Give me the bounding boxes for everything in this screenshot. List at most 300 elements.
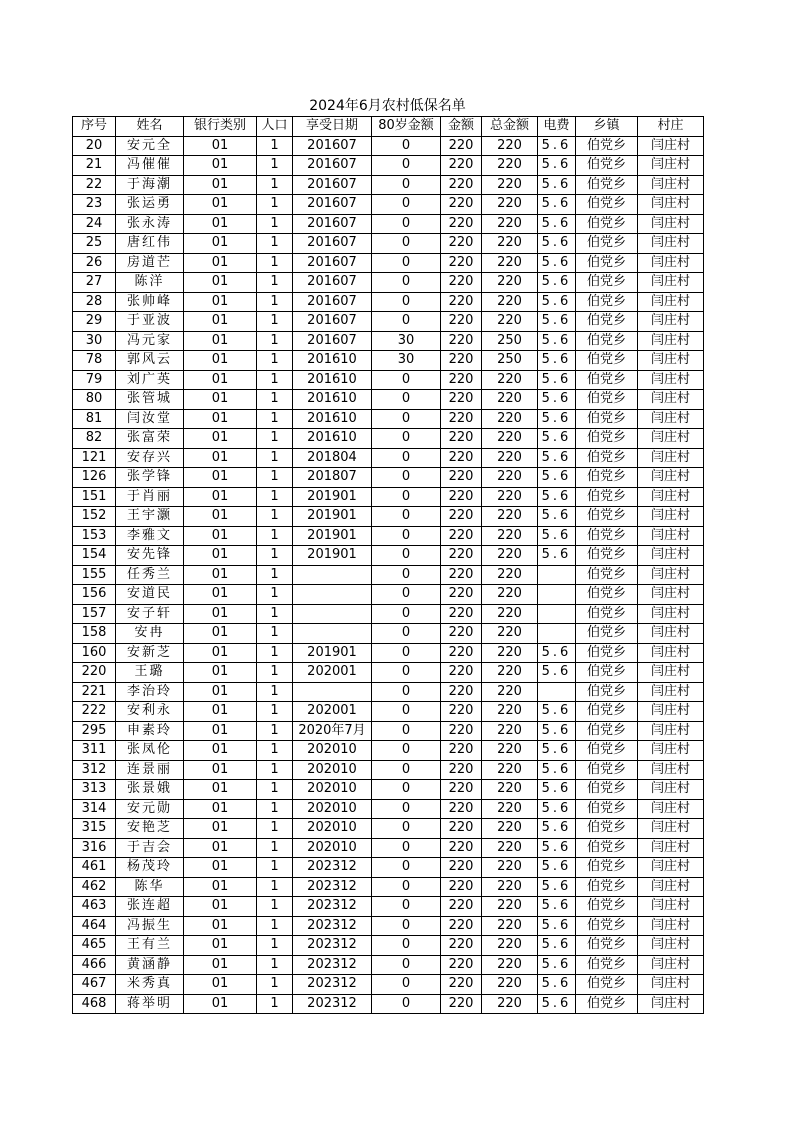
- cell-serial: 465: [73, 936, 116, 956]
- cell-village: 闫庄村: [638, 877, 704, 897]
- cell-total-amount: 220: [482, 409, 538, 429]
- cell-bank-type: 01: [184, 526, 257, 546]
- cell-start-date: 201807: [293, 468, 372, 488]
- cell-name: 安道民: [116, 585, 184, 605]
- cell-serial: 24: [73, 214, 116, 234]
- cell-amount: 220: [441, 156, 482, 176]
- cell-village: 闫庄村: [638, 331, 704, 351]
- cell-township: 伯党乡: [576, 936, 638, 956]
- cell-township: 伯党乡: [576, 702, 638, 722]
- cell-name: 张管城: [116, 390, 184, 410]
- cell-total-amount: 220: [482, 760, 538, 780]
- cell-township: 伯党乡: [576, 897, 638, 917]
- cell-population: 1: [257, 370, 293, 390]
- cell-village: 闫庄村: [638, 487, 704, 507]
- cell-name: 郭风云: [116, 351, 184, 371]
- cell-bank-type: 01: [184, 370, 257, 390]
- cell-amount: 220: [441, 565, 482, 585]
- cell-amount: 220: [441, 780, 482, 800]
- cell-start-date: [293, 565, 372, 585]
- cell-serial: 27: [73, 273, 116, 293]
- cell-age80-amount: 0: [372, 273, 441, 293]
- cell-village: 闫庄村: [638, 312, 704, 332]
- cell-name: 张凤伦: [116, 741, 184, 761]
- table-row: [73, 175, 704, 195]
- cell-name: 李治玲: [116, 682, 184, 702]
- cell-start-date: [293, 585, 372, 605]
- cell-amount: 220: [441, 994, 482, 1014]
- cell-total-amount: 220: [482, 682, 538, 702]
- cell-serial: 153: [73, 526, 116, 546]
- cell-serial: 151: [73, 487, 116, 507]
- header-name: 姓名: [116, 117, 184, 137]
- cell-age80-amount: 0: [372, 253, 441, 273]
- cell-total-amount: 220: [482, 780, 538, 800]
- header-age80-amount: 80岁金额: [372, 117, 441, 137]
- table-row: [73, 468, 704, 488]
- cell-serial: 78: [73, 351, 116, 371]
- table-row: [73, 370, 704, 390]
- table-row: [73, 156, 704, 176]
- cell-age80-amount: 0: [372, 682, 441, 702]
- cell-serial: 468: [73, 994, 116, 1014]
- cell-serial: 80: [73, 390, 116, 410]
- cell-township: 伯党乡: [576, 253, 638, 273]
- table-row: [73, 663, 704, 683]
- cell-electricity: 5.6: [538, 643, 576, 663]
- cell-electricity: 5.6: [538, 760, 576, 780]
- cell-start-date: 201610: [293, 370, 372, 390]
- cell-electricity: [538, 585, 576, 605]
- cell-electricity: 5.6: [538, 390, 576, 410]
- cell-total-amount: 220: [482, 214, 538, 234]
- cell-name: 安冉: [116, 624, 184, 644]
- cell-name: 米秀真: [116, 975, 184, 995]
- cell-township: 伯党乡: [576, 955, 638, 975]
- cell-population: 1: [257, 663, 293, 683]
- cell-start-date: 202312: [293, 936, 372, 956]
- cell-bank-type: 01: [184, 331, 257, 351]
- cell-village: 闫庄村: [638, 916, 704, 936]
- cell-age80-amount: 30: [372, 351, 441, 371]
- cell-name: 安存兴: [116, 448, 184, 468]
- cell-total-amount: 220: [482, 994, 538, 1014]
- cell-bank-type: 01: [184, 975, 257, 995]
- cell-township: 伯党乡: [576, 429, 638, 449]
- cell-total-amount: 250: [482, 331, 538, 351]
- cell-name: 王宇灏: [116, 507, 184, 527]
- cell-bank-type: 01: [184, 819, 257, 839]
- cell-age80-amount: 0: [372, 195, 441, 215]
- cell-name: 张帅峰: [116, 292, 184, 312]
- cell-township: 伯党乡: [576, 838, 638, 858]
- cell-age80-amount: 0: [372, 916, 441, 936]
- cell-total-amount: 220: [482, 663, 538, 683]
- cell-village: 闫庄村: [638, 175, 704, 195]
- cell-village: 闫庄村: [638, 682, 704, 702]
- cell-name: 冯元家: [116, 331, 184, 351]
- cell-total-amount: 220: [482, 897, 538, 917]
- table-row: [73, 936, 704, 956]
- cell-population: 1: [257, 604, 293, 624]
- cell-start-date: 202010: [293, 819, 372, 839]
- cell-population: 1: [257, 624, 293, 644]
- cell-start-date: 201607: [293, 273, 372, 293]
- cell-start-date: 202001: [293, 663, 372, 683]
- cell-village: 闫庄村: [638, 526, 704, 546]
- cell-amount: 220: [441, 370, 482, 390]
- cell-total-amount: 220: [482, 799, 538, 819]
- document-title: 2024年6月农村低保名单: [309, 98, 466, 114]
- table-row: [73, 565, 704, 585]
- table-row: [73, 331, 704, 351]
- cell-name: 任秀兰: [116, 565, 184, 585]
- cell-bank-type: 01: [184, 429, 257, 449]
- cell-township: 伯党乡: [576, 741, 638, 761]
- cell-population: 1: [257, 897, 293, 917]
- cell-bank-type: 01: [184, 877, 257, 897]
- cell-serial: 312: [73, 760, 116, 780]
- table-row: [73, 409, 704, 429]
- cell-electricity: 5.6: [538, 916, 576, 936]
- cell-start-date: [293, 624, 372, 644]
- cell-village: 闫庄村: [638, 858, 704, 878]
- cell-serial: 467: [73, 975, 116, 995]
- cell-population: 1: [257, 390, 293, 410]
- cell-bank-type: 01: [184, 682, 257, 702]
- cell-population: 1: [257, 760, 293, 780]
- cell-electricity: 5.6: [538, 312, 576, 332]
- cell-population: 1: [257, 253, 293, 273]
- cell-bank-type: 01: [184, 955, 257, 975]
- cell-township: 伯党乡: [576, 565, 638, 585]
- cell-serial: 466: [73, 955, 116, 975]
- cell-electricity: 5.6: [538, 702, 576, 722]
- cell-amount: 220: [441, 273, 482, 293]
- table-row: [73, 780, 704, 800]
- cell-serial: 461: [73, 858, 116, 878]
- cell-total-amount: 220: [482, 975, 538, 995]
- cell-age80-amount: 0: [372, 136, 441, 156]
- table-row: [73, 292, 704, 312]
- cell-amount: 220: [441, 975, 482, 995]
- cell-village: 闫庄村: [638, 799, 704, 819]
- cell-start-date: 201901: [293, 643, 372, 663]
- cell-amount: 220: [441, 643, 482, 663]
- cell-start-date: 202010: [293, 838, 372, 858]
- cell-start-date: 201901: [293, 507, 372, 527]
- table-row: [73, 741, 704, 761]
- table-row: [73, 624, 704, 644]
- cell-serial: 121: [73, 448, 116, 468]
- cell-start-date: 201607: [293, 195, 372, 215]
- cell-start-date: 201901: [293, 487, 372, 507]
- cell-bank-type: 01: [184, 253, 257, 273]
- cell-serial: 220: [73, 663, 116, 683]
- cell-bank-type: 01: [184, 897, 257, 917]
- header-bank-type: 银行类别: [184, 117, 257, 137]
- cell-township: 伯党乡: [576, 975, 638, 995]
- cell-village: 闫庄村: [638, 760, 704, 780]
- cell-start-date: 202010: [293, 799, 372, 819]
- cell-population: 1: [257, 858, 293, 878]
- cell-serial: 157: [73, 604, 116, 624]
- cell-village: 闫庄村: [638, 936, 704, 956]
- cell-bank-type: 01: [184, 409, 257, 429]
- cell-age80-amount: 0: [372, 214, 441, 234]
- cell-village: 闫庄村: [638, 838, 704, 858]
- cell-name: 王有兰: [116, 936, 184, 956]
- cell-total-amount: 220: [482, 546, 538, 566]
- cell-age80-amount: 0: [372, 838, 441, 858]
- cell-total-amount: 220: [482, 721, 538, 741]
- cell-population: 1: [257, 292, 293, 312]
- cell-bank-type: 01: [184, 234, 257, 254]
- cell-amount: 220: [441, 390, 482, 410]
- cell-township: 伯党乡: [576, 273, 638, 293]
- cell-population: 1: [257, 975, 293, 995]
- cell-start-date: 201607: [293, 234, 372, 254]
- cell-electricity: 5.6: [538, 780, 576, 800]
- cell-amount: 220: [441, 409, 482, 429]
- cell-total-amount: 220: [482, 390, 538, 410]
- cell-township: 伯党乡: [576, 409, 638, 429]
- cell-amount: 220: [441, 858, 482, 878]
- cell-serial: 462: [73, 877, 116, 897]
- table-row: [73, 487, 704, 507]
- cell-name: 房道芒: [116, 253, 184, 273]
- cell-start-date: 202312: [293, 994, 372, 1014]
- table-row: [73, 838, 704, 858]
- cell-name: 张永涛: [116, 214, 184, 234]
- cell-electricity: 5.6: [538, 975, 576, 995]
- cell-amount: 220: [441, 663, 482, 683]
- cell-village: 闫庄村: [638, 156, 704, 176]
- cell-age80-amount: 0: [372, 780, 441, 800]
- cell-village: 闫庄村: [638, 975, 704, 995]
- cell-total-amount: 220: [482, 195, 538, 215]
- cell-total-amount: 220: [482, 838, 538, 858]
- cell-start-date: 202001: [293, 702, 372, 722]
- cell-serial: 222: [73, 702, 116, 722]
- cell-amount: 220: [441, 955, 482, 975]
- cell-electricity: 5.6: [538, 175, 576, 195]
- cell-population: 1: [257, 936, 293, 956]
- cell-village: 闫庄村: [638, 643, 704, 663]
- cell-age80-amount: 0: [372, 546, 441, 566]
- cell-bank-type: 01: [184, 292, 257, 312]
- cell-age80-amount: 0: [372, 409, 441, 429]
- cell-name: 冯振生: [116, 916, 184, 936]
- cell-amount: 220: [441, 838, 482, 858]
- cell-village: 闫庄村: [638, 585, 704, 605]
- table-row: [73, 819, 704, 839]
- cell-total-amount: 220: [482, 741, 538, 761]
- cell-electricity: 5.6: [538, 409, 576, 429]
- cell-total-amount: 220: [482, 370, 538, 390]
- cell-bank-type: 01: [184, 195, 257, 215]
- table-body: [73, 136, 704, 1014]
- cell-start-date: 202312: [293, 955, 372, 975]
- cell-amount: 220: [441, 721, 482, 741]
- cell-serial: 154: [73, 546, 116, 566]
- cell-village: 闫庄村: [638, 955, 704, 975]
- cell-electricity: 5.6: [538, 741, 576, 761]
- cell-start-date: 201901: [293, 546, 372, 566]
- cell-amount: 220: [441, 799, 482, 819]
- cell-electricity: 5.6: [538, 429, 576, 449]
- cell-age80-amount: 0: [372, 234, 441, 254]
- header-electricity: 电费: [538, 117, 576, 137]
- cell-name: 冯催催: [116, 156, 184, 176]
- cell-total-amount: 220: [482, 585, 538, 605]
- cell-age80-amount: 0: [372, 468, 441, 488]
- cell-amount: 220: [441, 468, 482, 488]
- cell-total-amount: 250: [482, 351, 538, 371]
- cell-amount: 220: [441, 195, 482, 215]
- cell-age80-amount: 0: [372, 877, 441, 897]
- table-row: [73, 975, 704, 995]
- cell-age80-amount: 0: [372, 721, 441, 741]
- cell-electricity: 5.6: [538, 858, 576, 878]
- cell-serial: 156: [73, 585, 116, 605]
- cell-bank-type: 01: [184, 546, 257, 566]
- cell-township: 伯党乡: [576, 331, 638, 351]
- cell-amount: 220: [441, 819, 482, 839]
- cell-bank-type: 01: [184, 136, 257, 156]
- cell-bank-type: 01: [184, 624, 257, 644]
- cell-total-amount: 220: [482, 292, 538, 312]
- cell-name: 闫汝堂: [116, 409, 184, 429]
- table-row: [73, 916, 704, 936]
- cell-township: 伯党乡: [576, 585, 638, 605]
- cell-total-amount: 220: [482, 253, 538, 273]
- cell-name: 黄涵静: [116, 955, 184, 975]
- cell-village: 闫庄村: [638, 370, 704, 390]
- header-population: 人口: [257, 117, 293, 137]
- cell-age80-amount: 0: [372, 936, 441, 956]
- cell-age80-amount: 0: [372, 858, 441, 878]
- cell-bank-type: 01: [184, 585, 257, 605]
- cell-population: 1: [257, 682, 293, 702]
- cell-bank-type: 01: [184, 780, 257, 800]
- cell-serial: 316: [73, 838, 116, 858]
- cell-population: 1: [257, 526, 293, 546]
- cell-bank-type: 01: [184, 604, 257, 624]
- cell-township: 伯党乡: [576, 643, 638, 663]
- cell-start-date: 201610: [293, 351, 372, 371]
- cell-bank-type: 01: [184, 994, 257, 1014]
- cell-serial: 29: [73, 312, 116, 332]
- cell-township: 伯党乡: [576, 487, 638, 507]
- cell-village: 闫庄村: [638, 409, 704, 429]
- cell-population: 1: [257, 643, 293, 663]
- cell-total-amount: 220: [482, 487, 538, 507]
- cell-total-amount: 220: [482, 526, 538, 546]
- cell-electricity: 5.6: [538, 936, 576, 956]
- cell-serial: 160: [73, 643, 116, 663]
- cell-electricity: 5.6: [538, 526, 576, 546]
- cell-amount: 220: [441, 877, 482, 897]
- cell-village: 闫庄村: [638, 429, 704, 449]
- cell-total-amount: 220: [482, 156, 538, 176]
- cell-population: 1: [257, 175, 293, 195]
- cell-age80-amount: 0: [372, 994, 441, 1014]
- cell-start-date: 202312: [293, 877, 372, 897]
- cell-village: 闫庄村: [638, 546, 704, 566]
- cell-name: 安利永: [116, 702, 184, 722]
- cell-age80-amount: 0: [372, 955, 441, 975]
- cell-total-amount: 220: [482, 819, 538, 839]
- table-row: [73, 351, 704, 371]
- cell-total-amount: 220: [482, 136, 538, 156]
- cell-age80-amount: 30: [372, 331, 441, 351]
- cell-population: 1: [257, 585, 293, 605]
- cell-township: 伯党乡: [576, 994, 638, 1014]
- cell-bank-type: 01: [184, 702, 257, 722]
- cell-population: 1: [257, 838, 293, 858]
- cell-population: 1: [257, 546, 293, 566]
- cell-name: 张学锋: [116, 468, 184, 488]
- cell-bank-type: 01: [184, 858, 257, 878]
- cell-village: 闫庄村: [638, 721, 704, 741]
- cell-name: 安先锋: [116, 546, 184, 566]
- cell-serial: 314: [73, 799, 116, 819]
- cell-village: 闫庄村: [638, 234, 704, 254]
- cell-township: 伯党乡: [576, 916, 638, 936]
- cell-serial: 464: [73, 916, 116, 936]
- table-row: [73, 195, 704, 215]
- cell-population: 1: [257, 448, 293, 468]
- cell-township: 伯党乡: [576, 156, 638, 176]
- cell-total-amount: 220: [482, 312, 538, 332]
- cell-start-date: 201610: [293, 390, 372, 410]
- cell-serial: 295: [73, 721, 116, 741]
- cell-amount: 220: [441, 234, 482, 254]
- cell-bank-type: 01: [184, 448, 257, 468]
- header-total-amount: 总金额: [482, 117, 538, 137]
- cell-township: 伯党乡: [576, 175, 638, 195]
- cell-bank-type: 01: [184, 312, 257, 332]
- cell-amount: 220: [441, 741, 482, 761]
- cell-serial: 20: [73, 136, 116, 156]
- table-row: [73, 604, 704, 624]
- cell-township: 伯党乡: [576, 214, 638, 234]
- cell-township: 伯党乡: [576, 819, 638, 839]
- cell-start-date: 201610: [293, 409, 372, 429]
- cell-serial: 81: [73, 409, 116, 429]
- cell-village: 闫庄村: [638, 273, 704, 293]
- cell-village: 闫庄村: [638, 994, 704, 1014]
- cell-start-date: 201607: [293, 156, 372, 176]
- header-start-date: 享受日期: [293, 117, 372, 137]
- cell-amount: 220: [441, 897, 482, 917]
- cell-total-amount: 220: [482, 916, 538, 936]
- cell-village: 闫庄村: [638, 468, 704, 488]
- cell-bank-type: 01: [184, 838, 257, 858]
- table-row: [73, 253, 704, 273]
- cell-age80-amount: 0: [372, 760, 441, 780]
- cell-amount: 220: [441, 546, 482, 566]
- cell-name: 于亚波: [116, 312, 184, 332]
- cell-bank-type: 01: [184, 351, 257, 371]
- cell-village: 闫庄村: [638, 604, 704, 624]
- cell-start-date: 201607: [293, 136, 372, 156]
- cell-name: 李雅文: [116, 526, 184, 546]
- cell-name: 张景娥: [116, 780, 184, 800]
- cell-amount: 220: [441, 487, 482, 507]
- cell-electricity: [538, 565, 576, 585]
